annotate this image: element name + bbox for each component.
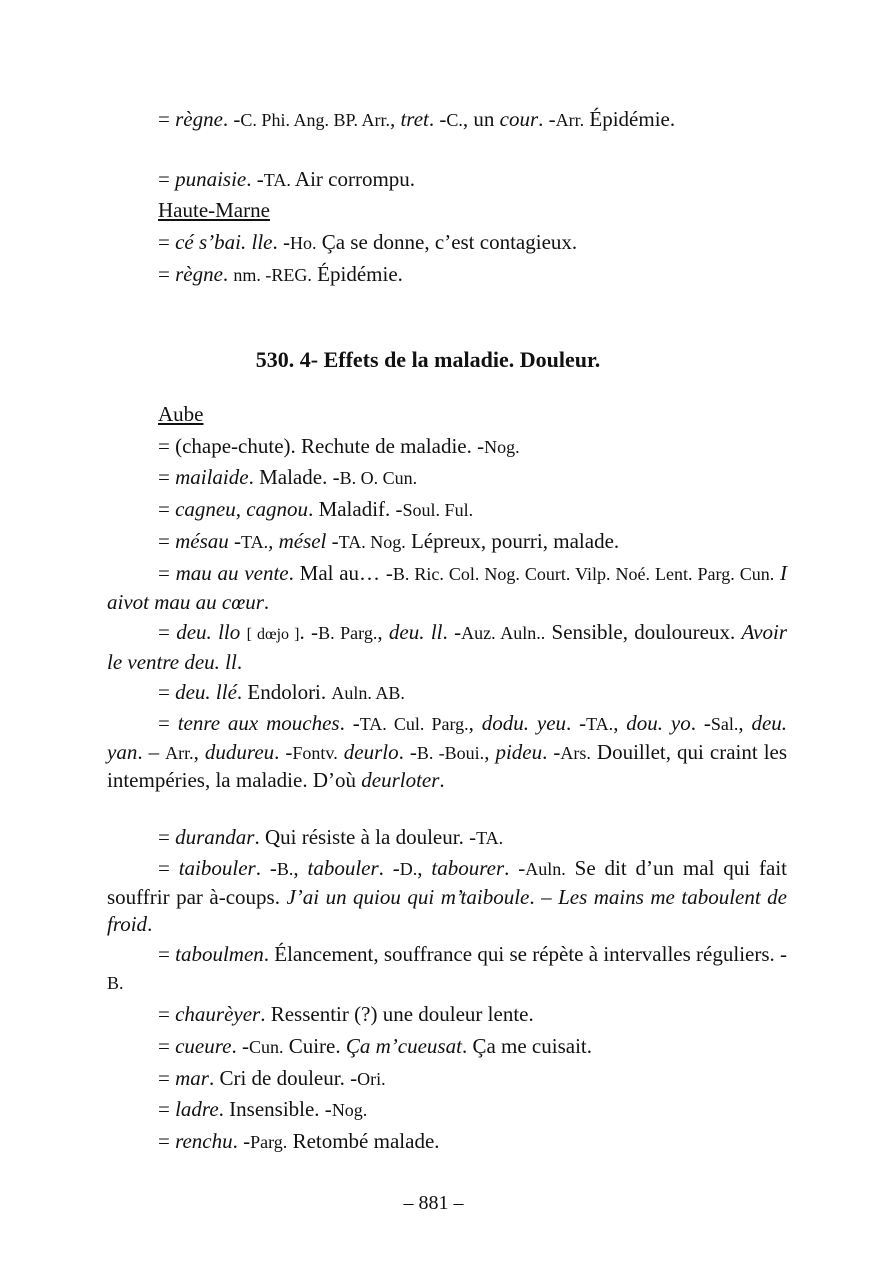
entry-text: . - (222, 107, 241, 131)
entry-text: . - (566, 711, 587, 735)
headword: règne (175, 262, 223, 286)
entry-text: Épidémie. (584, 107, 676, 131)
entry-text: . - (442, 620, 462, 644)
source-abbrev: TA. Cul. Parg. (359, 714, 469, 734)
entry-text: Douillet, qui craint les intempéries, la maladie. D’où (107, 739, 788, 792)
headword: Avoir le ventre deu. ll (107, 620, 788, 674)
entry-punaisie (107, 166, 787, 195)
headword: Ça m’cueusat (345, 1034, 462, 1058)
entry-text: . – (137, 739, 166, 764)
headword: chaurèyer (175, 1002, 261, 1026)
headword: mau au vente (175, 561, 289, 585)
source-abbrev: Ori. (357, 1069, 386, 1089)
headword: renchu (175, 1129, 233, 1153)
entry-text: . - (504, 856, 526, 880)
entry-text: = (158, 1002, 176, 1026)
entry-text: . - (398, 739, 417, 764)
entry-text: = (158, 1129, 176, 1153)
headword: durandar (175, 825, 255, 849)
source-abbrev: Cun. (248, 1037, 284, 1057)
entry-cagneu (107, 496, 787, 525)
entry-text: Air corrompu. (290, 167, 416, 191)
entry-text: , (417, 856, 432, 880)
entry-text: . Cri de douleur. - (208, 1066, 358, 1090)
entry-text: . - (538, 107, 556, 131)
entry-text: , (377, 620, 389, 644)
source-abbrev: Arr. (555, 110, 585, 130)
entry-text: . - (232, 1129, 251, 1153)
headword: deu. llo (176, 620, 241, 644)
headword: I aivot mau au cœur (107, 561, 788, 614)
entry-text: Se dit d’un mal qui fait souffrir par à-coups. (107, 856, 787, 909)
entry-text: = (158, 497, 176, 521)
entry-text: = (158, 620, 177, 644)
entry-text: = (158, 561, 176, 585)
entry-text: . - (274, 739, 293, 764)
source-abbrev: C. Phi. Ang. BP. Arr. (240, 110, 390, 130)
entry-text: . Qui résiste à la douleur. - (254, 825, 477, 849)
entry-text: , (293, 856, 308, 880)
entry-text: . Ça me cuisait. (461, 1034, 593, 1058)
entry-text: . (263, 589, 270, 614)
entry-cueure (107, 1033, 787, 1062)
entry-mar (107, 1065, 787, 1094)
entry-deu-lle (107, 679, 787, 708)
entry-mau-au-vente (107, 560, 787, 616)
entry-text: = (158, 856, 179, 880)
entry-text: . - (255, 856, 277, 880)
headword: mésau (175, 529, 229, 553)
source-abbrev: Parg. (250, 1132, 288, 1152)
source-abbrev: Arr. (165, 742, 194, 763)
entry-text: = (158, 1066, 176, 1090)
headword: mailaide (175, 465, 249, 489)
entry-text: - (326, 529, 339, 553)
headword: J’ai un quiou qui m’taiboule (286, 884, 530, 909)
entry-text: = (158, 942, 176, 966)
entry-text: . Élancement, souffrance qui se répète à intervalles réguliers. - (263, 942, 788, 966)
entry-text: . – (529, 884, 559, 909)
entry-chaureyer (107, 1001, 787, 1029)
entry-text: = (158, 711, 178, 735)
entry-text: . (147, 912, 153, 936)
entry-text: = (158, 825, 176, 849)
entry-text: = (158, 529, 176, 553)
headword: punaisie (175, 167, 247, 191)
source-abbrev: TA. (476, 828, 504, 848)
source-abbrev: TA. (586, 714, 614, 734)
headword: mar (175, 1066, 209, 1090)
source-abbrev: TA. (241, 532, 269, 552)
entry-ladre (107, 1096, 787, 1125)
entry-text: . Mal au… - (288, 561, 393, 585)
entry-tenre-aux-mouches (107, 710, 787, 795)
entry-text: . (236, 649, 243, 674)
source-abbrev: C. (446, 110, 463, 130)
source-abbrev: Soul. Ful. (402, 500, 474, 520)
headword: deu. ll (388, 620, 443, 644)
entry-text: . - (246, 167, 264, 191)
headword: cagneu, cagnou (175, 497, 309, 521)
entry-text: . - (339, 711, 360, 735)
entry-text: . Insensible. - (218, 1097, 332, 1121)
entry-deu-llo (107, 619, 787, 676)
entry-text: . - (378, 856, 400, 880)
entry-text: - (228, 529, 242, 553)
headword: ladre (175, 1097, 219, 1121)
source-abbrev: TA. (263, 170, 291, 190)
entry-chape-chute (107, 433, 787, 462)
headword: Les mains me taboulent de froid (107, 884, 787, 936)
headword: tabouler (307, 856, 379, 880)
source-abbrev: Nog. (331, 1100, 368, 1120)
page-number: – 881 – (403, 1192, 464, 1214)
entry-text: . - (690, 711, 711, 735)
headword: cé s’bai. lle (175, 230, 273, 254)
headword: tenre aux mouches (177, 711, 340, 735)
headword: deu. llé (175, 680, 237, 704)
source-abbrev: Fontv. (292, 742, 338, 763)
entry-text: . - (542, 739, 561, 764)
headword: cueure (175, 1034, 232, 1058)
entry-text: = (158, 1097, 176, 1121)
headword: deurloter (361, 768, 440, 792)
source-abbrev: B. (276, 859, 294, 879)
source-abbrev: TA. Nog. (338, 532, 406, 552)
entry-text: = (158, 465, 176, 489)
headword: , mésel (268, 529, 327, 553)
headword: cour (499, 107, 539, 131)
headword: tabourer (431, 856, 505, 880)
entry-text: . (222, 262, 234, 286)
source-abbrev: B. Parg. (318, 623, 378, 643)
entry-text: = (158, 230, 176, 254)
entry-mesau (107, 528, 787, 557)
entry-text: , (613, 711, 627, 735)
entry-text: , un (462, 107, 500, 131)
entry-renchu (107, 1128, 787, 1157)
headword: taboulmen (175, 942, 264, 966)
source-abbrev: B. Ric. Col. Nog. Court. Vilp. Noé. Lent. Parg. Cun. (392, 564, 775, 584)
entry-text: . Maladif. - (308, 497, 403, 521)
subsection-haute-marne: Haute-Marne (158, 198, 270, 222)
headword: taibouler (178, 856, 256, 880)
entry-taboulmen (107, 941, 787, 997)
entry-text: , (738, 711, 752, 735)
headword: règne (175, 107, 223, 131)
entry-ce-sbaille (107, 229, 787, 258)
entry-text: = (158, 107, 176, 131)
entry-text: , (468, 711, 482, 735)
entry-text: , (484, 739, 496, 764)
entry-text: Épidémie. (311, 262, 403, 286)
entry-text: Cuire. (283, 1034, 346, 1058)
source-abbrev: Sal. (710, 714, 739, 734)
entry-durandar (107, 824, 787, 853)
entry-text: = (158, 167, 176, 191)
entry-text: Sensible, douloureux. (545, 620, 742, 644)
entry-text: . - (231, 1034, 249, 1058)
source-abbrev: nm. -REG. (233, 265, 312, 285)
source-abbrev: Auln. (525, 859, 566, 879)
entry-regne-2 (107, 261, 787, 290)
entry-text: , (193, 739, 205, 764)
source-abbrev: Auln. AB. (331, 683, 405, 703)
entry-text: = (chape-chute). Rechute de maladie. - (158, 434, 485, 458)
entry-text: Lépreux, pourri, malade. (405, 529, 620, 553)
headword: deu. yan (107, 711, 788, 764)
source-abbrev: Ars. (560, 742, 591, 763)
section-heading: 530. 4- Effets de la maladie. Douleur. (255, 347, 601, 372)
entry-text: Ça se donne, c’est contagieux. (316, 230, 578, 254)
source-abbrev: Ho. (289, 233, 317, 253)
headword: pideu (495, 739, 543, 764)
entry-mailaide (107, 464, 787, 493)
entry-text: . Endolori. (236, 680, 332, 704)
entry-text: . - (428, 107, 447, 131)
entry-text: = (158, 262, 176, 286)
entry-text: = (158, 1034, 176, 1058)
entry-text: = (158, 680, 176, 704)
entry-text: . (439, 768, 445, 792)
subsection-aube: Aube (158, 402, 204, 426)
source-abbrev: Nog. (484, 437, 520, 457)
source-abbrev: B. (107, 972, 124, 993)
headword: deurlo (343, 739, 399, 764)
entry-regne-1 (107, 106, 787, 135)
entry-text: Retombé malade. (287, 1129, 440, 1153)
entry-text: . Ressentir (?) une douleur lente. (260, 1002, 534, 1026)
headword: dudureu (204, 739, 275, 764)
source-abbrev: B. O. Cun. (339, 468, 418, 488)
entry-text: . - (299, 620, 319, 644)
phonetic: [ dœjo ] (246, 626, 300, 643)
headword: , tret (389, 107, 429, 131)
headword: dodu. yeu (481, 711, 567, 735)
source-abbrev: D. (399, 859, 418, 879)
source-abbrev: Auz. Auln.. (461, 623, 546, 643)
entry-taibouler (107, 855, 787, 939)
entry-text: . Malade. - (248, 465, 340, 489)
entry-text: . - (272, 230, 290, 254)
source-abbrev: B. -Boui. (416, 742, 485, 763)
headword: dou. yo (626, 711, 691, 735)
